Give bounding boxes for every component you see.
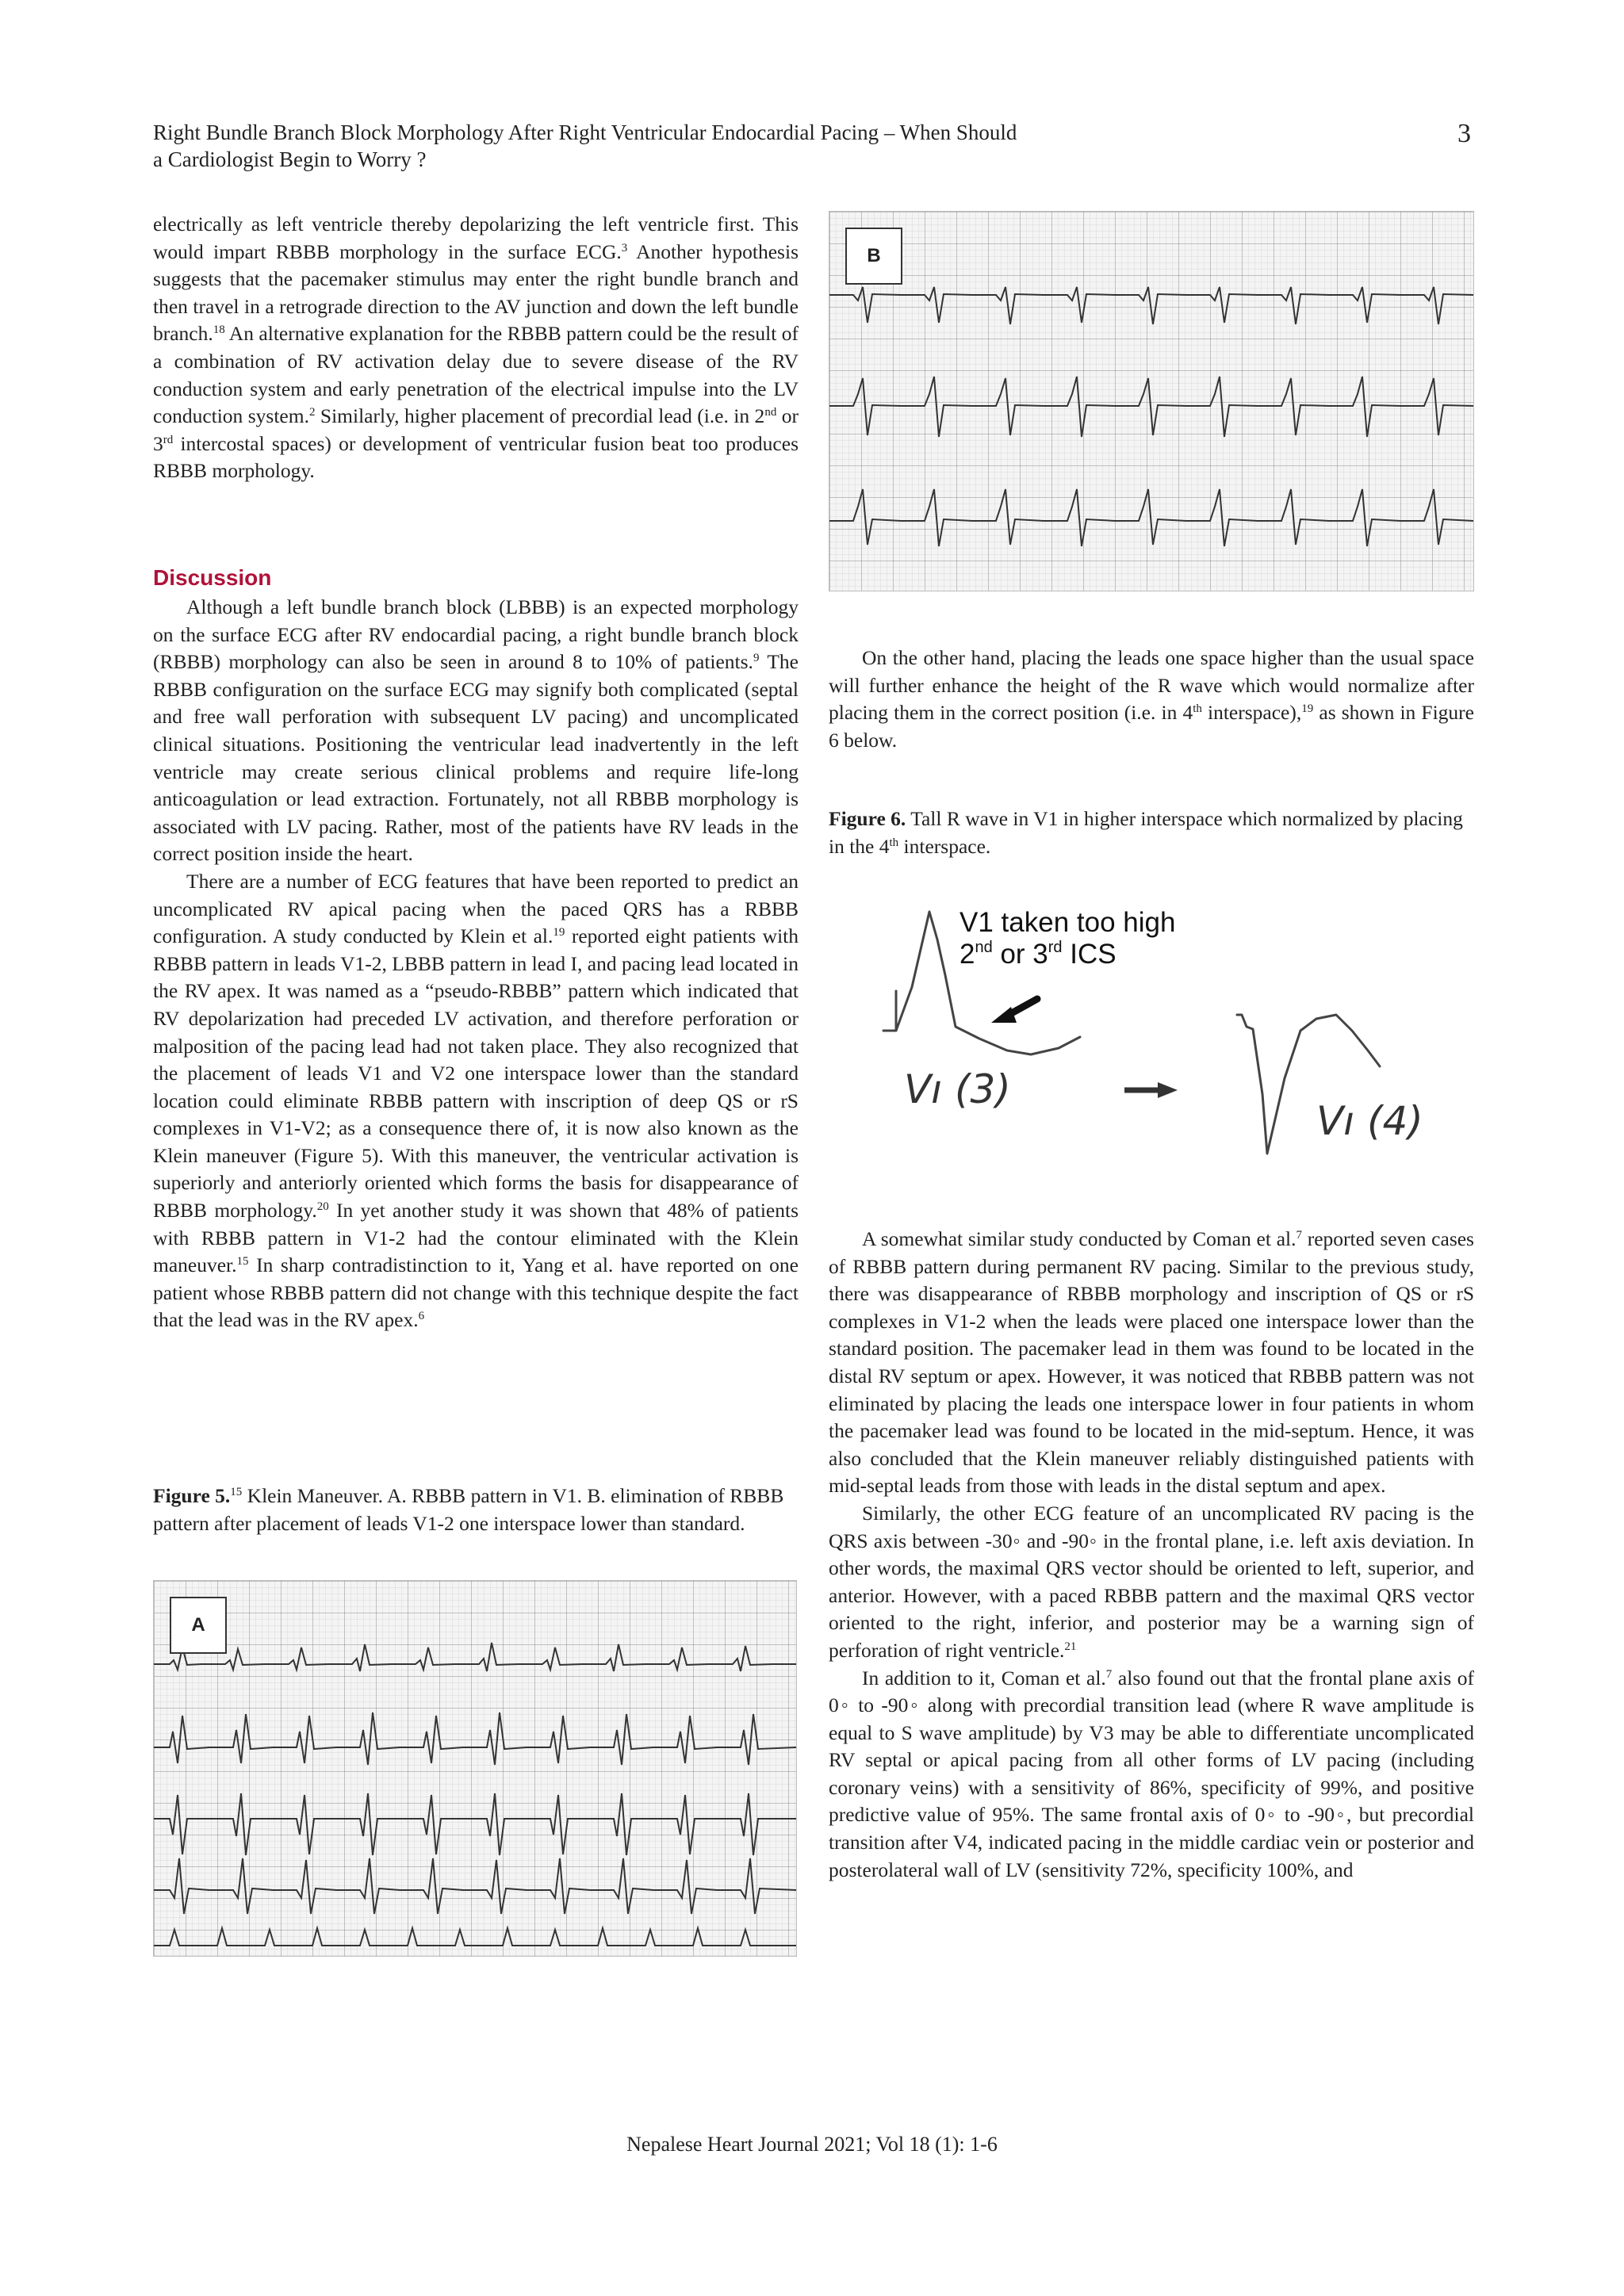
page-footer: Nepalese Heart Journal 2021; Vol 18 (1): 1-6	[626, 2133, 998, 2156]
paragraph: In addition to it, Coman et al.$^7$ also found out that the frontal plane axis of 0◦ to -90◦ along with precordial transition lead (where R wave amplitude is equal to S wave amplitude) by V3 may be able to differentiate uncomplicated RV septal or apical pacing from all other forms of LV pacing (including coronary veins) with a sensitivity of 86%, specificity of 99%, and positive predictive value of 95%. The same frontal axis of 0◦ to -90◦, but precordial transition after V4, indicated pacing in the middle cardiac vein or posterior and posterolateral wall of LV (sensitivity 72%, specificity 100%, and	[829, 1666, 1474, 1881]
ecg-trace-row-1	[154, 1643, 796, 1671]
panel-b-label: B	[845, 228, 902, 285]
fig6-annotation-line2: 2nd or 3rd ICS	[959, 939, 1116, 970]
running-title-line2: a Cardiologist Begin to Worry ?	[153, 147, 427, 171]
left-column-discussion	[153, 594, 799, 1334]
ecg-trace-row-1	[829, 287, 1473, 324]
fig6-annotation-line1: V1 taken too high	[959, 907, 1176, 938]
ecg-panel-b	[829, 211, 1474, 591]
figure-5-caption: Figure 5.15 Klein Maneuver. A. RBBB pattern in V1. B. elimination of RBBB pattern after placement of leads V1-2 one interspace lower than standard.	[153, 1484, 784, 1535]
fig6-label-v1-4: Vı (4)	[1316, 1098, 1423, 1144]
right-column-para-1	[829, 645, 1474, 754]
left-column-intro	[153, 211, 799, 485]
paragraph: Similarly, the other ECG feature of an uncomplicated RV pacing is the QRS axis between -30◦ and -90◦ in the frontal plane, i.e. left axis deviation. In other words, the maximal QRS vector should be oriented to left, superior, and anterior. However, with a paced RBBB pattern and the maximal QRS vector oriented to the right, inferior, and posterior may be a warning sign of perforation of right ventricle.$^{21}$	[829, 1501, 1474, 1662]
ecg-trace-row-4	[154, 1858, 796, 1914]
right-column-text	[829, 1226, 1474, 1884]
paragraph: A somewhat similar study conducted by Coman et al.$^7$ reported seven cases of RBBB pattern during permanent RV pacing. Similar to the previous study, there was disappearance of RBBB morphology and inscription of QS or rS complexes in V1-2 when the leads were placed one interspace lower than the standard position. The pacemaker lead in them was found to be located in the distal RV septum or apex. However, it was noticed that RBBB pattern was not eliminated by placing the leads one interspace lower in four patients in whom the pacemaker lead was found to be located in the mid-septum. Hence, it was also concluded that the Klein maneuver reliably distinguished patients with mid-septal leads from those with leads in the distal septum and apex.	[829, 1227, 1474, 1498]
paragraph: On the other hand, placing the leads one space higher than the usual space will further enhance the height of the R wave which would normalize after placing them in the correct position (i.e. in 4th interspace),$^{19}$ as shown in Figure 6 below.	[829, 646, 1474, 752]
paragraph: electrically as left ventricle thereby depolarizing the left ventricle first. This would impart RBBB morphology in the surface ECG.$^3$ Another hypothesis suggests that the pacemaker stimulus may enter the right bundle branch and then travel in a retrograde direction to the AV junction and down the left bundle branch.$^{18}$ An alternative explanation for the RBBB pattern could be the result of a combination of RV activation delay due to severe disease of the RV conduction system and early penetration of the electrical impulse into the LV conduction system.$^2$ Similarly, higher placement of precordial lead (i.e. in 2nd or 3rd intercostal spaces) or development of ventricular fusion beat too produces RBBB morphology.	[153, 212, 799, 483]
ecg-trace-row-5	[154, 1928, 796, 1946]
panel-a-label: A	[170, 1597, 227, 1654]
ecg-panel-a	[153, 1580, 797, 1957]
figure-6-caption: Figure 6. Tall R wave in V1 in higher interspace which normalized by placing in the 4th interspace.	[829, 807, 1463, 858]
ecg-trace-row-2	[829, 377, 1473, 437]
running-title-line1: Right Bundle Branch Block Morphology After Right Ventricular Endocardial Pacing – When Should	[153, 121, 1017, 144]
page-number: 3	[1457, 119, 1471, 148]
ecg-trace-row-3	[829, 489, 1473, 546]
ecg-traces-b	[829, 212, 1473, 591]
ecg-traces-a	[154, 1581, 796, 1956]
running-header	[153, 119, 1184, 173]
fig6-label-v1-3: Vı (3)	[904, 1066, 1011, 1112]
fig6-annotation	[959, 907, 1175, 970]
paragraph: There are a number of ECG features that have been reported to predict an uncomplicated RV apical pacing when the paced QRS has a RBBB configuration. A study conducted by Klein et al.$^{19}$ reported eight patients with RBBB pattern in leads V1-2, LBBB pattern in lead I, and pacing lead located in the RV apex. It was named as a “pseudo-RBBB” pattern which indicated that RV depolarization had preceded LV activation, and therefore perforation or malposition of the pacing lead had not taken place. They also recognized that the placement of leads V1 and V2 one interspace lower than the standard location could eliminate RBBB pattern with inscription of deep QS or rS complexes in V1-V2; as a consequence there of, it is now also known as the Klein maneuver (Figure 5). With this maneuver, the ventricular activation is superiorly and anteriorly oriented which forms the basis for disappearance of RBBB morphology.$^{20}$ In yet another study it was shown that 48% of patients with RBBB pattern in V1-2 had the contour eliminated with the Klein maneuver.$^{15}$ In sharp contradistinction to it, Yang et al. have reported on one patient whose RBBB pattern did not change with this technique despite the fact that the lead was in the RV apex.$^6$	[153, 869, 799, 1332]
figure-6-illustration	[872, 896, 1467, 1181]
ecg-trace-row-3	[154, 1793, 796, 1855]
ecg-trace-row-2	[154, 1712, 796, 1765]
section-heading-discussion: Discussion	[153, 565, 272, 590]
arrowhead-right-icon	[1158, 1082, 1178, 1098]
paragraph: Although a left bundle branch block (LBBB) is an expected morphology on the surface ECG after RV endocardial pacing, a right bundle branch block (RBBB) morphology can also be seen in around 8 to 10% of patients.$^9$ The RBBB configuration on the surface ECG may signify both complicated (septal and free wall perforation with subsequent LV pacing) and uncomplicated clinical situations. Positioning the ventricular lead inadvertently in the left ventricle may create serious clinical problems and require life-long anticoagulation or lead extraction. Fortunately, not all RBBB morphology is associated with LV pacing. Rather, most of the patients have RV leads in the correct position inside the heart.	[153, 595, 799, 866]
